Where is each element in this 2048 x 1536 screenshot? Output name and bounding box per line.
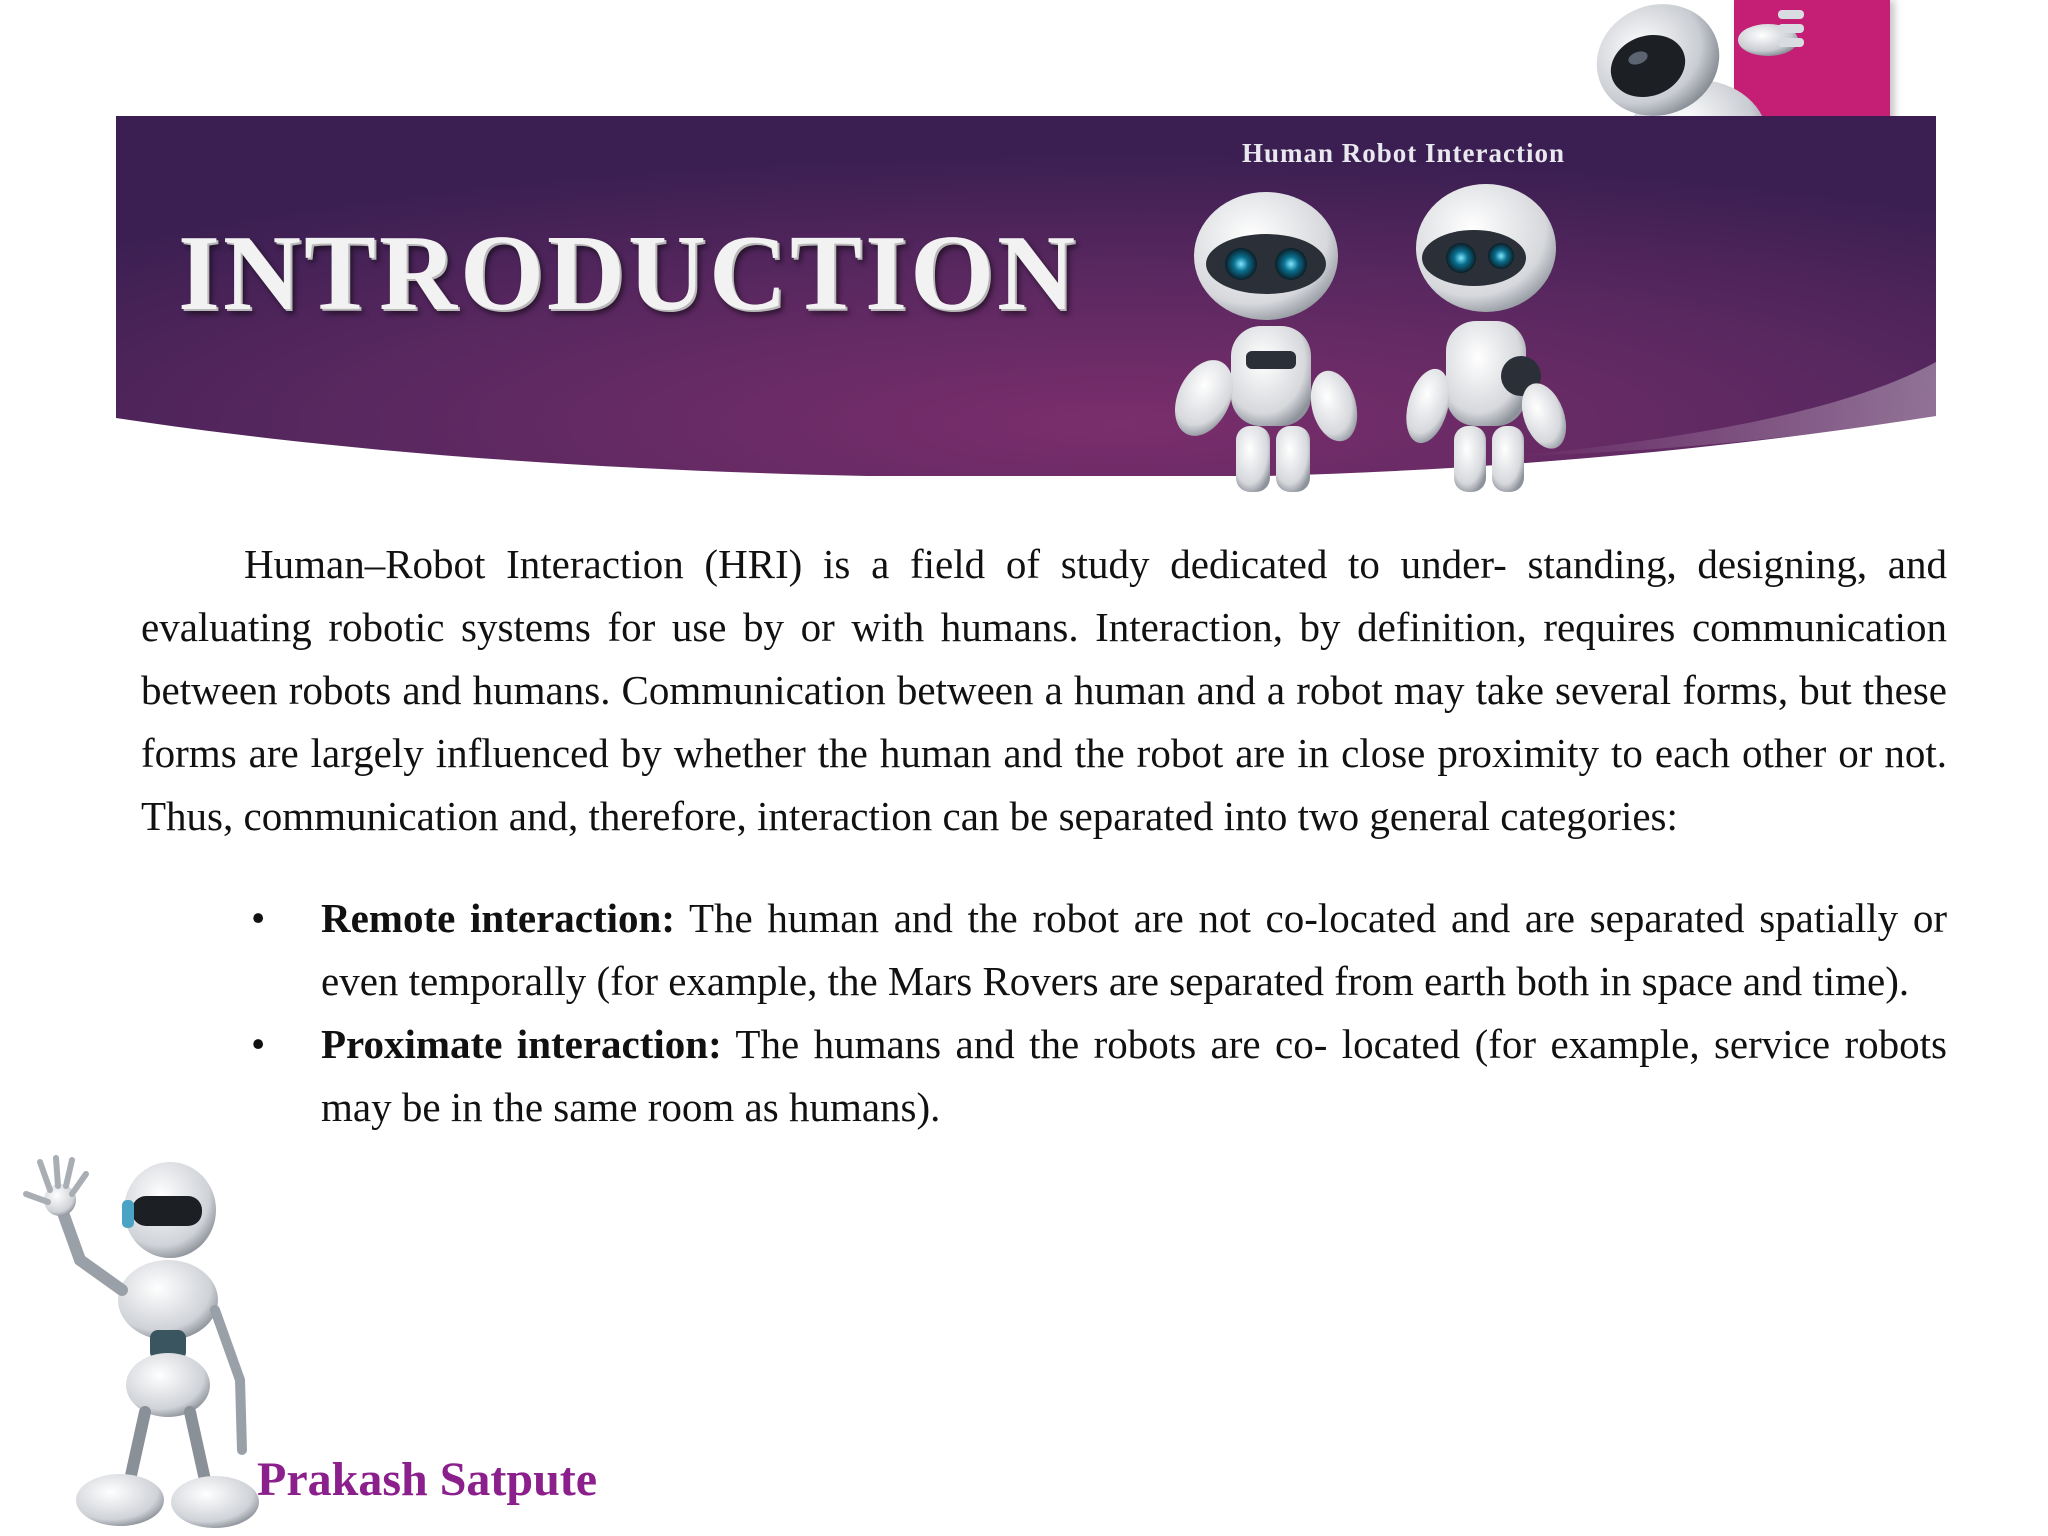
bullet-term: Remote interaction:	[321, 895, 675, 941]
bullet-term: Proximate interaction:	[321, 1021, 722, 1067]
intro-paragraph: Human–Robot Interaction (HRI) is a field of study dedicated to under- standing, designing, and evaluating robotic systems for use by or with humans. Interaction, by definition, requires communication between robots and humans. Communication between a human and a robot may take several forms, but these forms are largely influenced by whether the human and the robot are in close proximity to each other or not. Thus, communication and, therefore, interaction can be separated into two general categories:	[141, 541, 1947, 839]
slide-content	[141, 533, 1947, 1139]
title-banner	[116, 116, 1936, 476]
waving-robot-illustration	[10, 1150, 260, 1530]
banner-subtitle: Human Robot Interaction	[1242, 138, 1566, 168]
bullet-icon: •	[251, 895, 266, 941]
bullet-proximate-interaction	[251, 1013, 1947, 1139]
bullet-remote-interaction	[251, 887, 1947, 1013]
bullet-list	[141, 887, 1947, 1139]
page-title: INTRODUCTION	[178, 214, 1079, 333]
author-name: Prakash Satpute	[257, 1453, 598, 1506]
bullet-text: The humans and the robots are co- located (for example, service robots may be in the same room as humans).	[321, 1021, 1947, 1130]
bullet-icon: •	[251, 1021, 266, 1067]
bullet-text: The human and the robot are not co-located and are separated spatially or even temporally (for example, the Mars Rovers are separated from earth both in space and time).	[321, 895, 1947, 1004]
robot-pair-illustration	[1136, 176, 1656, 496]
